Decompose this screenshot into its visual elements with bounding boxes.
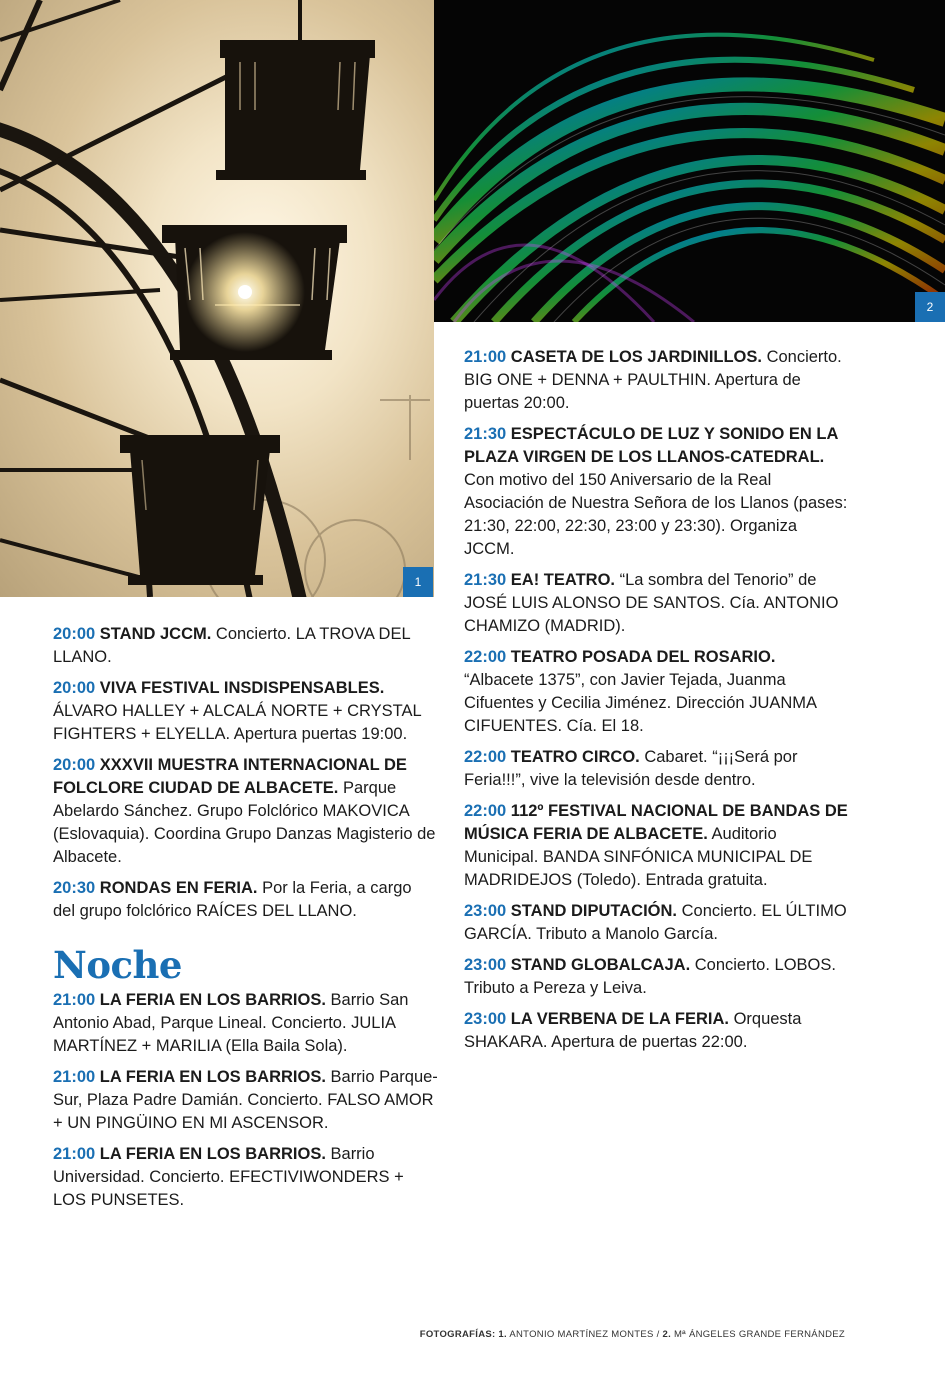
schedule-entry xyxy=(464,346,849,415)
entry-body: Barrio Universidad. Concierto. EFECTIVIWONDERS + LOS PUNSETES. xyxy=(53,1145,404,1209)
entry-title: STAND JCCM. xyxy=(99,625,212,643)
entry-title: LA FERIA EN LOS BARRIOS. xyxy=(99,1068,326,1086)
entry-time: 22:00 xyxy=(464,802,507,820)
entry-body: Concierto. LA TROVA DEL LLANO. xyxy=(53,625,411,666)
entry-body: Barrio San Antonio Abad, Parque Lineal. Concierto. JULIA MARTÍNEZ + MARILIA (Ella Baila Sola). xyxy=(53,991,409,1055)
schedule-entry xyxy=(53,989,438,1058)
entry-time: 20:00 xyxy=(53,756,96,774)
entry-time: 21:00 xyxy=(53,991,96,1009)
photo-number-badge: 2 xyxy=(915,292,945,322)
entry-time: 21:30 xyxy=(464,571,507,589)
entry-time: 23:00 xyxy=(464,902,507,920)
entry-title: TEATRO POSADA DEL ROSARIO. xyxy=(510,648,776,666)
schedule-entry xyxy=(464,746,849,792)
entry-title: STAND DIPUTACIÓN. xyxy=(510,902,678,920)
schedule-entry xyxy=(464,900,849,946)
entry-title: LA FERIA EN LOS BARRIOS. xyxy=(99,1145,326,1163)
ferris-wheel-illustration xyxy=(0,0,434,597)
light-trails-illustration xyxy=(434,0,945,322)
credit-author: Mª ÁNGELES GRANDE FERNÁNDEZ xyxy=(671,1329,845,1340)
entry-title: TEATRO CIRCO. xyxy=(510,748,640,766)
entry-time: 21:00 xyxy=(53,1068,96,1086)
credit-number: 1. xyxy=(495,1329,507,1340)
entry-time: 23:00 xyxy=(464,1010,507,1028)
entry-body: Concierto. EL ÚLTIMO GARCÍA. Tributo a Manolo García. xyxy=(464,902,847,943)
schedule-entry xyxy=(464,569,849,638)
entry-body: Concierto. BIG ONE + DENNA + PAULTHIN. Apertura de puertas 20:00. xyxy=(464,348,842,412)
schedule-entry xyxy=(53,877,438,923)
entry-time: 21:00 xyxy=(464,348,507,366)
entry-body: Orquesta SHAKARA. Apertura de puertas 22:00. xyxy=(464,1010,802,1051)
entry-title: STAND GLOBALCAJA. xyxy=(510,956,691,974)
entry-time: 21:30 xyxy=(464,425,507,443)
entry-time: 22:00 xyxy=(464,748,507,766)
credit-author: ANTONIO MARTÍNEZ MONTES / xyxy=(506,1329,663,1340)
entry-body: “Albacete 1375”, con Javier Tejada, Juanma Cifuentes y Cecilia Jiménez. Dirección JUANMA CIFUENTES. Cía. El 18. xyxy=(464,671,817,735)
entry-body: “La sombra del Tenorio” de JOSÉ LUIS ALONSO DE SANTOS. Cía. ANTONIO CHAMIZO (MADRID). xyxy=(464,571,839,635)
schedule-entry xyxy=(464,1008,849,1054)
entry-title: LA FERIA EN LOS BARRIOS. xyxy=(99,991,326,1009)
schedule-left-column xyxy=(53,623,438,1220)
light-trails-photo xyxy=(434,0,945,322)
schedule-entry xyxy=(53,623,438,669)
ferris-wheel-photo xyxy=(0,0,434,597)
entry-body: Con motivo del 150 Aniversario de la Real Asociación de Nuestra Señora de los Llanos (pases: 21:30, 22:00, 22:30, 23:00 y 23:30). Organiza JCCM. xyxy=(464,471,848,558)
photo-number-badge: 1 xyxy=(403,567,433,597)
credits-label: FOTOGRAFÍAS: xyxy=(419,1329,496,1340)
entry-body: Parque Abelardo Sánchez. Grupo Folclórico MAKOVICA (Eslovaquia). Coordina Grupo Danzas Magisterio de Albacete. xyxy=(53,779,436,866)
photo-credits xyxy=(414,1329,845,1340)
entry-body: Auditorio Municipal. BANDA SINFÓNICA MUNICIPAL DE MADRIDEJOS (Toledo). Entrada gratuita. xyxy=(464,825,813,889)
entry-title: CASETA DE LOS JARDINILLOS. xyxy=(510,348,762,366)
entry-body: Barrio Parque-Sur, Plaza Padre Damián. Concierto. FALSO AMOR + UN PINGÜINO EN MI ASCENSOR. xyxy=(53,1068,438,1132)
entry-body: Por la Feria, a cargo del grupo folclórico RAÍCES DEL LLANO. xyxy=(53,879,412,920)
schedule-entry xyxy=(53,754,438,869)
night-section-heading: Noche xyxy=(53,943,182,987)
schedule-entry xyxy=(464,423,849,561)
schedule-entry xyxy=(464,800,849,892)
schedule-right-column xyxy=(464,346,849,1062)
entry-time: 20:00 xyxy=(53,625,96,643)
credit-number: 2. xyxy=(662,1329,672,1340)
entry-time: 20:00 xyxy=(53,679,96,697)
schedule-entry xyxy=(464,954,849,1000)
schedule-entry xyxy=(464,646,849,738)
schedule-entry xyxy=(53,1066,438,1135)
entry-body: ÁLVARO HALLEY + ALCALÁ NORTE + CRYSTAL FIGHTERS + ELYELLA. Apertura puertas 19:00. xyxy=(53,702,422,743)
entry-title: EA! TEATRO. xyxy=(510,571,615,589)
entry-body: Concierto. LOBOS. Tributo a Pereza y Leiva. xyxy=(464,956,836,997)
entry-time: 22:00 xyxy=(464,648,507,666)
entry-title: LA VERBENA DE LA FERIA. xyxy=(510,1010,729,1028)
entry-title: ESPECTÁCULO DE LUZ Y SONIDO EN LA PLAZA VIRGEN DE LOS LLANOS-CATEDRAL. xyxy=(464,425,838,466)
entry-title: VIVA FESTIVAL INSDISPENSABLES. xyxy=(99,679,385,697)
entry-title: 112º FESTIVAL NACIONAL DE BANDAS DE MÚSICA FERIA DE ALBACETE. xyxy=(464,802,848,843)
schedule-entry xyxy=(53,677,438,746)
entry-body: Cabaret. “¡¡¡Será por Feria!!!”, vive la televisión desde dentro. xyxy=(464,748,798,789)
entry-time: 21:00 xyxy=(53,1145,96,1163)
schedule-entry xyxy=(53,1143,438,1212)
entry-time: 23:00 xyxy=(464,956,507,974)
entry-time: 20:30 xyxy=(53,879,96,897)
entry-title: RONDAS EN FERIA. xyxy=(99,879,258,897)
entry-title: XXXVII MUESTRA INTERNACIONAL DE FOLCLORE CIUDAD DE ALBACETE. xyxy=(53,756,407,797)
